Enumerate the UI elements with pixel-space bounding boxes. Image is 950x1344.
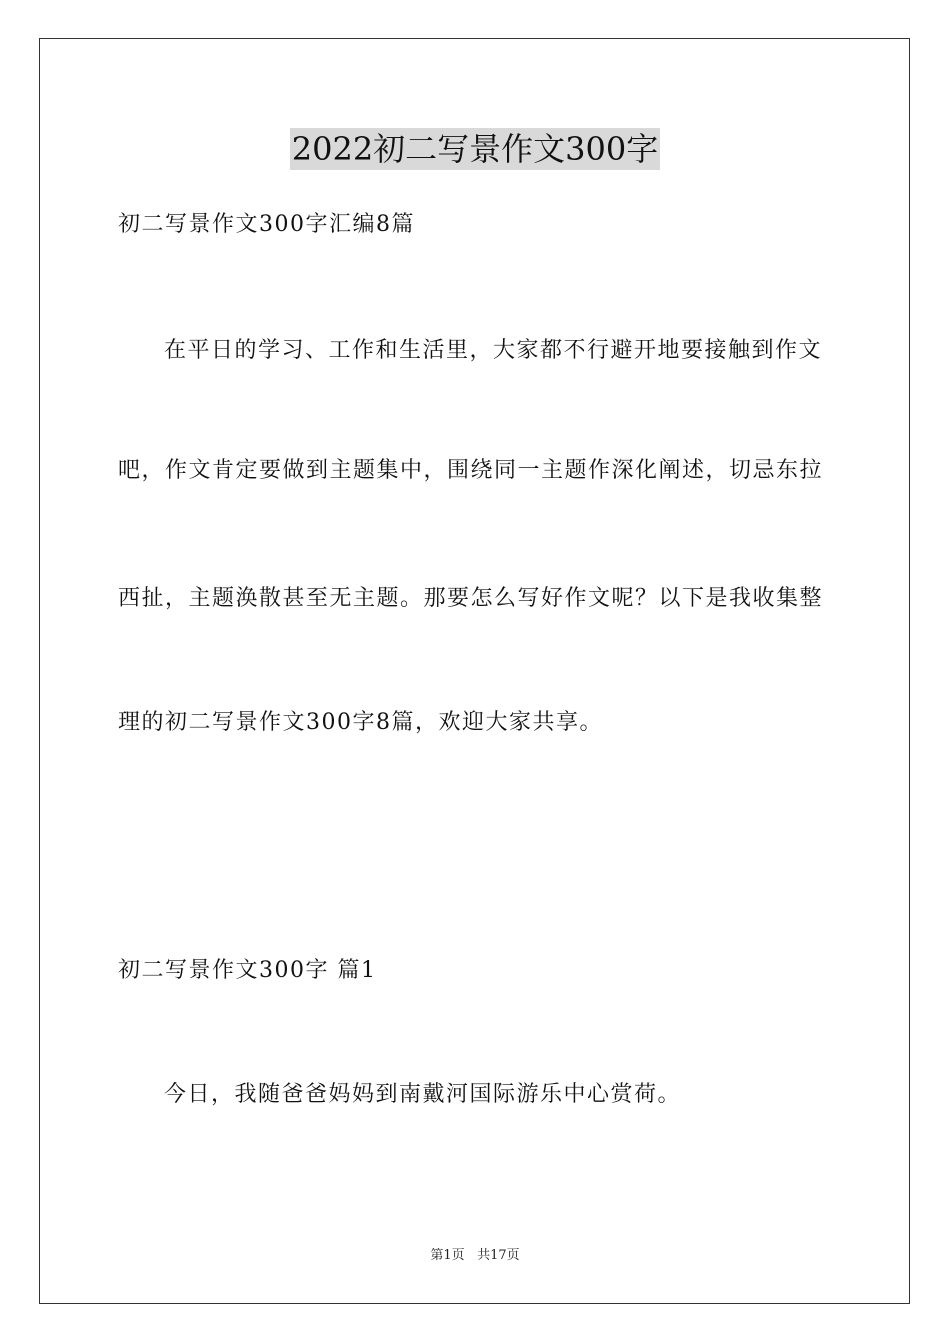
intro-line-3: 西扯，主题涣散甚至无主题。那要怎么写好作文呢？以下是我收集整 [118,586,824,611]
intro-line-2: 吧，作文肯定要做到主题集中，围绕同一主题作深化阐述，切忌东拉 [118,458,824,483]
page-footer [0,1247,950,1265]
section-line-1: 今日，我随爸爸妈妈到南戴河国际游乐中心赏荷。 [164,1082,682,1107]
page-total: 共17页 [477,1248,520,1263]
document-subtitle: 初二写景作文300字汇编8篇 [118,212,415,237]
page-number: 第1页 [430,1248,465,1263]
intro-line-4: 理的初二写景作文300字8篇，欢迎大家共享。 [118,710,603,735]
title-container [0,128,950,170]
section-heading: 初二写景作文300字 篇1 [118,958,377,983]
intro-line-1: 在平日的学习、工作和生活里，大家都不行避开地要接触到作文 [164,338,823,363]
document-title: 2022初二写景作文300字 [291,130,659,168]
